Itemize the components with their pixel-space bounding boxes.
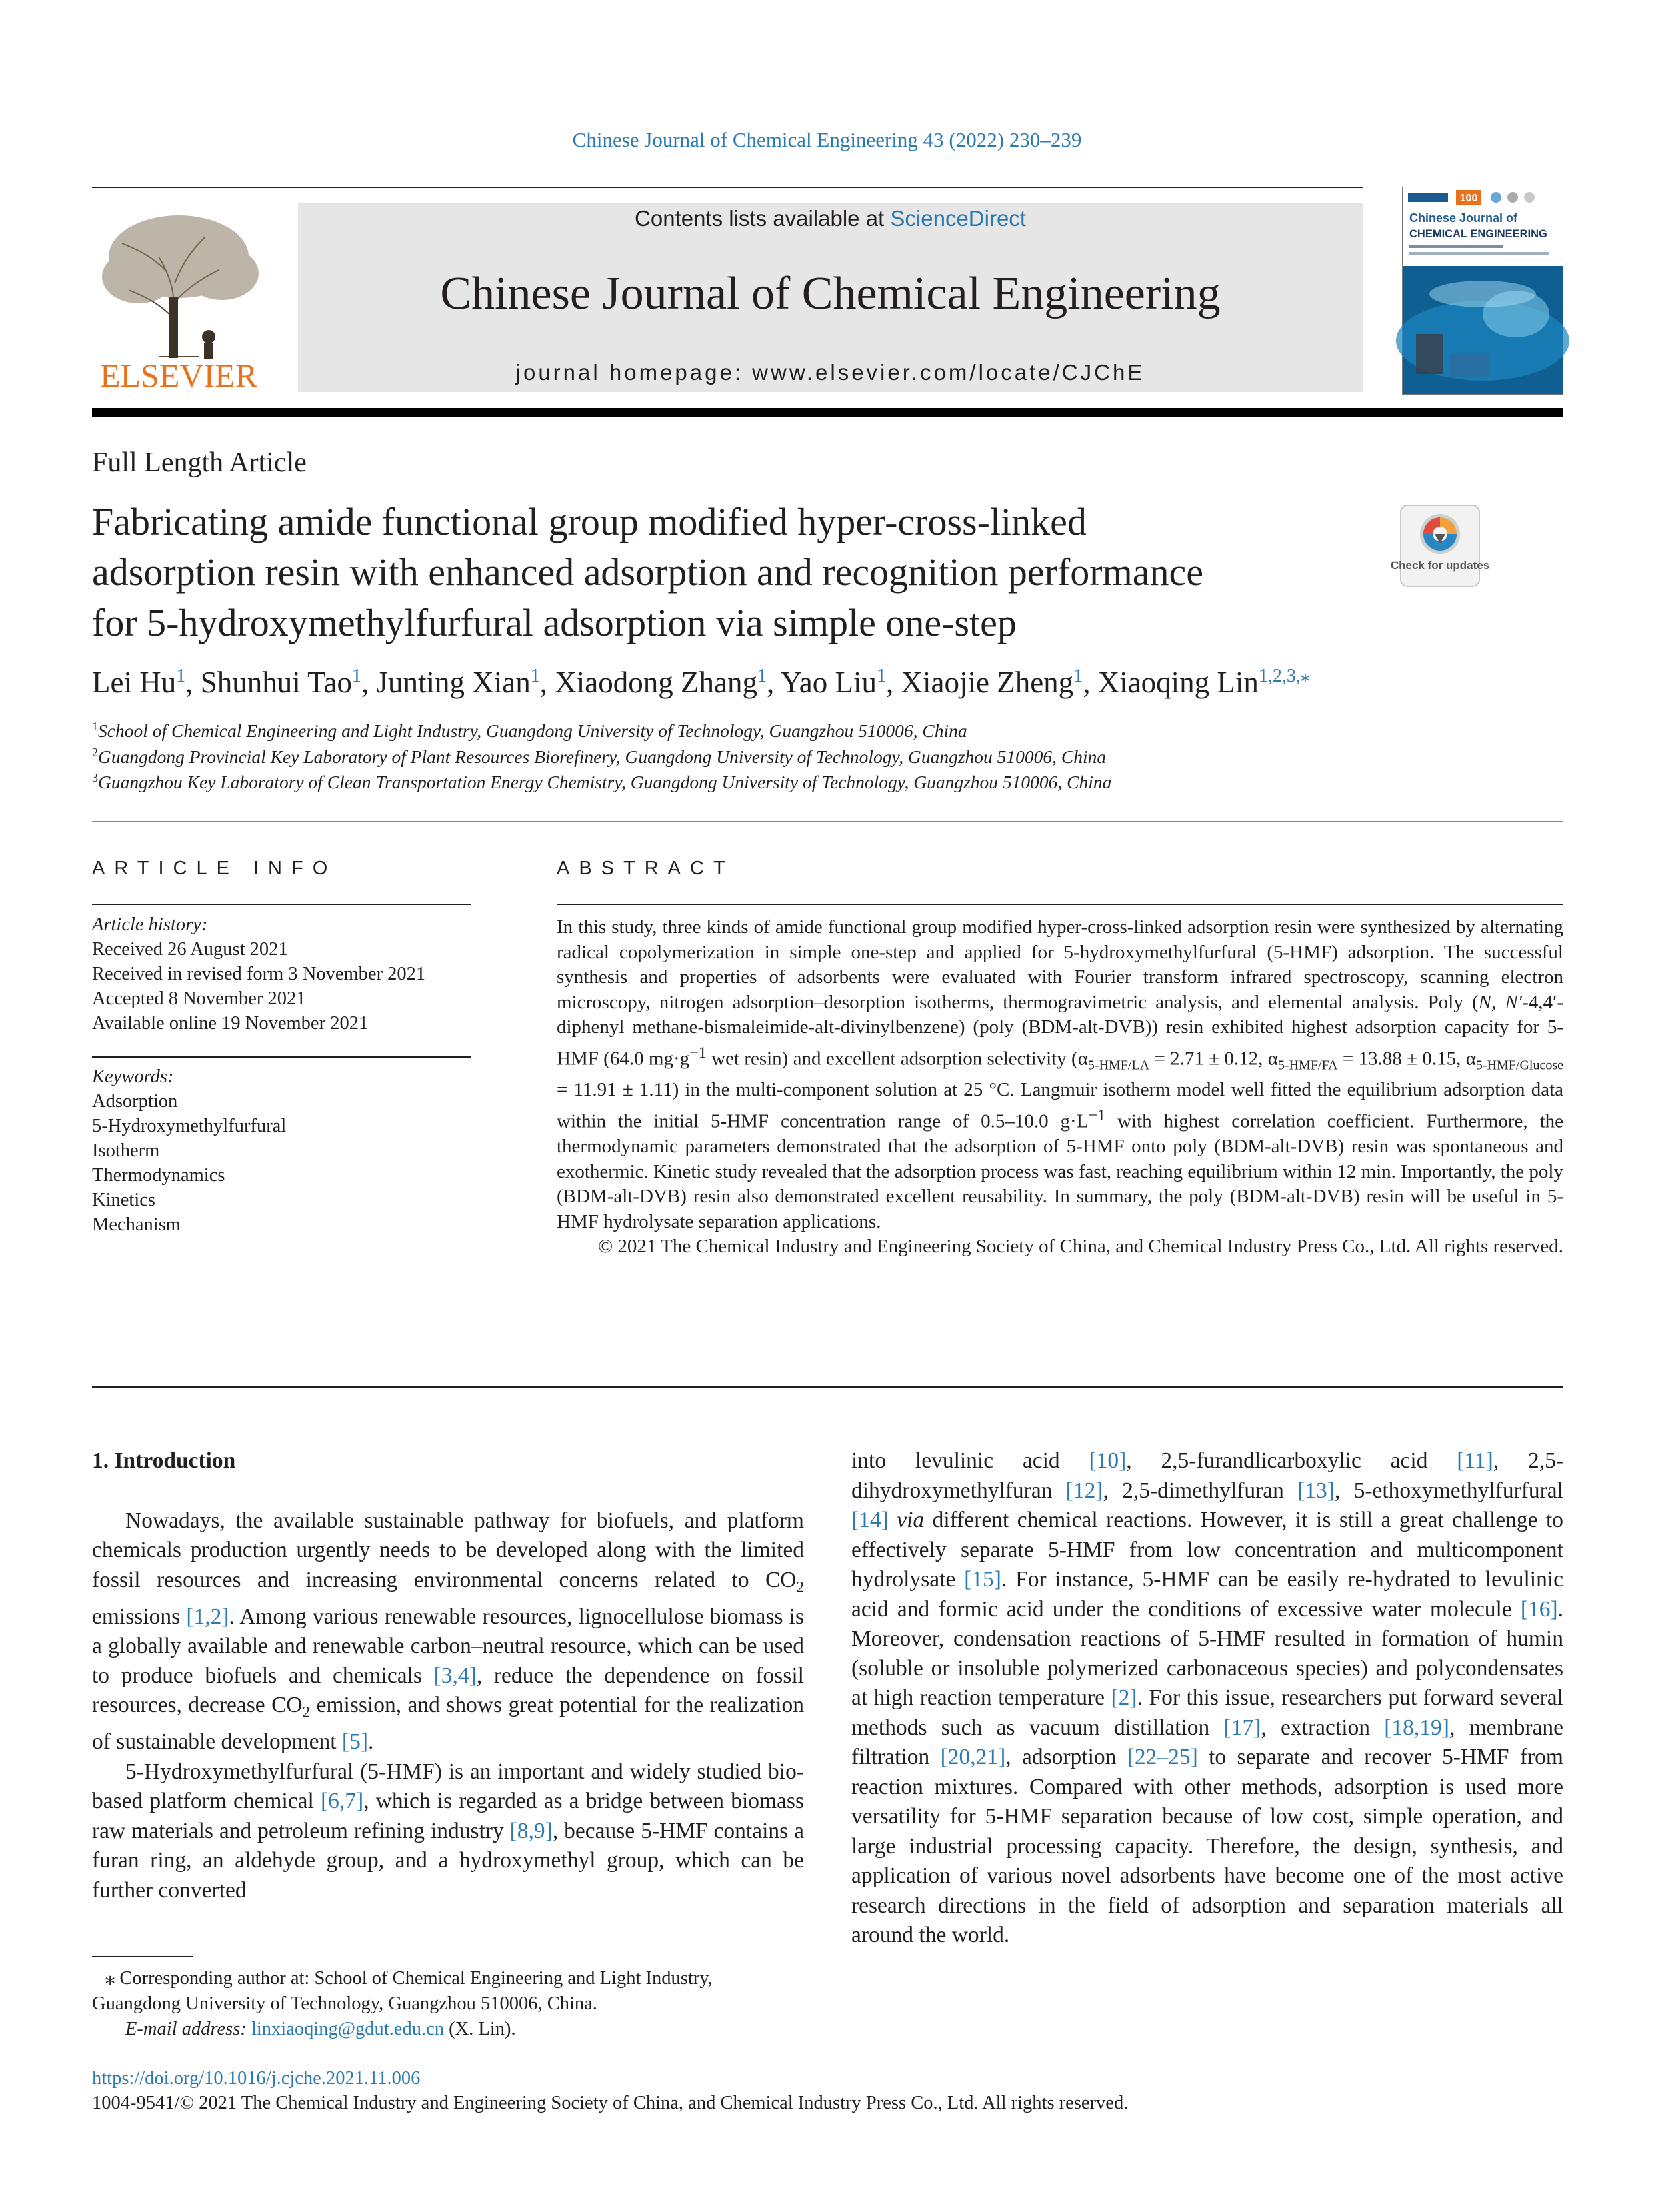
divider xyxy=(557,904,1563,905)
cover-title-2: CHEMICAL ENGINEERING xyxy=(1409,228,1547,240)
abstract-text xyxy=(557,915,1563,1260)
author-name: Shunhui Tao xyxy=(200,666,353,699)
article-info-heading: ARTICLE INFO xyxy=(92,858,337,879)
issn-copyright-line: 1004-9541/© 2021 The Chemical Industry and Engineering Society of China, and Chemical Industry Press Co., Ltd. All rights reserved. xyxy=(92,2093,1129,2113)
doi-link[interactable]: https://doi.org/10.1016/j.cjche.2021.11.006 xyxy=(92,2068,421,2089)
body-paragraph: into levulinic acid [10], 2,5-furandlicarboxylic acid [11], 2,5-dihydroxymethylfuran [12], 2,5-dimethylfuran [13], 5-ethoxymethylfurfural [14] via different chemical reactions. However, it is still a great challenge to effectively separate 5-HMF from low concentration and multicomponent hydrolysate [15]. For instance, 5-HMF can be easily re-hydrated to levulinic acid and formic acid under the conditions of excessive water molecule [16]. Moreover, condensation reactions of 5-HMF resulted in formation of humin (soluble or insoluble polymerized carbonaceous species) and polycondensates at high reaction temperature [2]. For this issue, researchers put forward several methods such as vacuum distillation [17], extraction [18,19], membrane filtration [20,21], adsorption [22–25] to separate and recover 5-HMF from reaction mixtures. Compared with other methods, adsorption is used more versatility for 5-HMF separation because of low cost, simple operation, and large industrial processing capacity. Therefore, the design, synthesis, and application of various novel adsorbents have become one of the most active research directions in the field of adsorption and separation materials all around the world. xyxy=(851,1448,1564,1947)
journal-masthead xyxy=(298,203,1363,392)
citation-link[interactable]: [5] xyxy=(341,1729,368,1755)
divider xyxy=(92,821,1563,822)
keywords xyxy=(92,1064,492,1237)
affiliation-number: 1 xyxy=(92,720,98,733)
author-affiliation-ref[interactable]: 1 xyxy=(877,666,887,686)
citation-link[interactable]: [15] xyxy=(964,1567,1001,1592)
citation-link[interactable]: [3,4] xyxy=(433,1663,477,1688)
email-link[interactable]: linxiaoqing@gdut.edu.cn xyxy=(251,2019,444,2039)
citation-link[interactable]: [14] xyxy=(851,1508,889,1532)
keyword: Kinetics xyxy=(92,1190,155,1210)
footnote-text: ⁎ Corresponding author at: School of Chemical Engineering and Light Industry, Guangdong University of Technology, Guangzhou 510006, China. xyxy=(92,1968,713,2014)
title-line: Fabricating amide functional group modified hyper-cross-linked xyxy=(92,500,1087,543)
abstract-heading: ABSTRACT xyxy=(557,858,735,879)
author-affiliation-ref[interactable]: 1 xyxy=(757,666,767,686)
sciencedirect-link[interactable]: ScienceDirect xyxy=(890,206,1026,231)
keyword: Mechanism xyxy=(92,1214,181,1235)
citation-link[interactable]: [6,7] xyxy=(321,1789,364,1814)
author-name: Yao Liu xyxy=(780,666,877,699)
citation-link[interactable]: [8,9] xyxy=(509,1818,553,1843)
article-history xyxy=(92,912,492,1036)
citation-link[interactable]: [16] xyxy=(1520,1596,1558,1622)
author-affiliation-ref[interactable]: 1,2,3,⁎ xyxy=(1258,666,1310,686)
journal-citation[interactable]: Chinese Journal of Chemical Engineering 43 (2022) 230–239 xyxy=(572,128,1082,151)
article-title xyxy=(92,497,1399,648)
keyword: Thermodynamics xyxy=(92,1165,225,1186)
citation-link[interactable]: [10] xyxy=(1089,1448,1127,1473)
citation-link[interactable]: [1,2] xyxy=(186,1604,229,1629)
affiliation-text: School of Chemical Engineering and Light Industry, Guangdong University of Technology, Guangzhou 510006, China xyxy=(98,720,967,742)
body-paragraph: Nowadays, the available sustainable pathway for biofuels, and platform chemicals production urgently needs to be developed along with the limited fossil resources and increasing environmental concerns related to $CO_2$ emissions [1,2]. Among various renewable resources, lignocellulose biomass is a globally available and renewable carbon–neutral resource, which can be used to produce biofuels and chemicals [3,4], reduce the dependence on fossil resources, decrease $CO_2$ emission, and shows great potential for the realization of sustainable development [5]. xyxy=(92,1508,805,1755)
intro-left-column xyxy=(92,1446,804,1905)
author-affiliation-ref[interactable]: 1 xyxy=(352,666,362,686)
affiliation xyxy=(92,720,967,742)
masthead-thick-rule xyxy=(92,408,1563,417)
journal-cover-thumbnail[interactable] xyxy=(1402,187,1563,395)
crossmark-label: Check for updates xyxy=(1390,559,1490,572)
citation-link[interactable]: [13] xyxy=(1297,1478,1335,1503)
corresponding-author-footnote xyxy=(92,1966,805,2042)
author-affiliation-ref[interactable]: 1 xyxy=(1073,666,1083,686)
intro-right-column xyxy=(851,1446,1563,1951)
author-name: Xiaodong Zhang xyxy=(555,666,757,699)
citation-link[interactable]: [22–25] xyxy=(1127,1745,1198,1769)
abstract-paragraph: In this study, three kinds of amide functional group modified hyper-cross-linked adsorption resin were synthesized by alternating radical copolymerization in simple one-step and applied for 5-hydroxymethylfurfural (5-HMF) adsorption. The successful synthesis and properties of adsorbents were evaluated with Fourier transform infrared spectroscopy, scanning electron microscopy, nitrogen adsorption–desorption isotherms, thermogravimetric analysis, and elemental analysis. Poly (N, N′-4,4′-diphenyl methane-bismaleimide-alt-divinylbenzene) (poly (BDM-alt-DVB)) resin exhibited highest adsorption capacity for 5-HMF (64.0 $mg\cdot g^{-1}$ wet resin) and excellent adsorption selectivity ($\alpha_{5-HMF/LA} = 2.71 \pm 0.12$, $\alpha_{5-HMF/FA} = 13.88 \pm 0.15$, $\alpha_{5-HMF/Glucose} = 11.91 \pm 1.11$) in the multi-component solution at 25 °C. Langmuir isotherm model well fitted the equilibrium adsorption data within the initial 5-HMF concentration range of 0.5–10.0 $g\cdot L^{-1}$ with highest correlation coefficient. Furthermore, the thermodynamic parameters demonstrated that the adsorption of 5-HMF onto poly (BDM-alt-DVB) resin was spontaneous and exothermic. Kinetic study revealed that the adsorption process was fast, reaching equilibrium within 12 min. Importantly, the poly (BDM-alt-DVB) resin also demonstrated excellent reusability. In summary, the poly (BDM-alt-DVB) resin will be useful in 5-HMF hydrolysate separation applications. xyxy=(557,916,1564,1232)
title-line: adsorption resin with enhanced adsorption and recognition performance xyxy=(92,551,1203,594)
journal-title: Chinese Journal of Chemical Engineering xyxy=(440,268,1221,319)
history-item: Received in revised form 3 November 2021 xyxy=(92,964,426,984)
author-name: Junting Xian xyxy=(376,666,531,699)
elsevier-tree-icon xyxy=(92,203,265,392)
citation-link[interactable]: [12] xyxy=(1065,1478,1103,1503)
affiliation xyxy=(92,746,1106,768)
divider xyxy=(92,1386,1563,1388)
elsevier-logo xyxy=(92,203,265,392)
author-affiliation-ref[interactable]: 1 xyxy=(530,666,540,686)
history-label: Article history: xyxy=(92,914,208,935)
footnote-rule xyxy=(92,1956,193,1957)
title-line: for 5-hydroxymethylfurfural adsorption via simple one-step xyxy=(92,601,1017,644)
affiliation-text: Guangzhou Key Laboratory of Clean Transportation Energy Chemistry, Guangdong University of Technology, Guangzhou 510006, China xyxy=(98,772,1112,793)
divider xyxy=(92,904,471,905)
cover-title-1: Chinese Journal of xyxy=(1409,211,1518,225)
section-heading: 1. Introduction xyxy=(92,1448,236,1473)
footnote-email: E-mail address: linxiaoqing@gdut.edu.cn (X. Lin). xyxy=(125,2019,516,2039)
citation-link[interactable]: [17] xyxy=(1223,1715,1261,1740)
citation-link[interactable]: [11] xyxy=(1457,1448,1493,1473)
citation-link[interactable]: [20,21] xyxy=(940,1745,1006,1769)
contents-prefix: Contents lists available at xyxy=(635,206,891,231)
author-name: Lei Hu xyxy=(92,666,177,699)
author-name: Xiaojie Zheng xyxy=(901,666,1074,699)
affiliation-number: 2 xyxy=(92,746,98,759)
author-affiliation-ref[interactable]: 1 xyxy=(176,666,186,686)
abstract-copyright: © 2021 The Chemical Industry and Engineering Society of China, and Chemical Industry Press Co., Ltd. All rights reserved. xyxy=(598,1236,1563,1258)
contents-line xyxy=(298,206,1363,231)
keyword: 5-Hydroxymethylfurfural xyxy=(92,1116,287,1136)
citation-link[interactable]: [18,19] xyxy=(1384,1715,1449,1740)
divider xyxy=(92,1056,471,1058)
history-item: Available online 19 November 2021 xyxy=(92,1013,369,1034)
author-name: Xiaoqing Lin xyxy=(1097,666,1259,699)
keyword: Adsorption xyxy=(92,1091,178,1112)
history-item: Accepted 8 November 2021 xyxy=(92,988,306,1009)
header-rule xyxy=(92,187,1363,188)
check-for-updates-button[interactable] xyxy=(1390,505,1490,587)
elsevier-wordmark: ELSEVIER xyxy=(99,357,258,394)
keyword: Isotherm xyxy=(92,1140,160,1161)
affiliation-text: Guangdong Provincial Key Laboratory of Plant Resources Biorefinery, Guangdong University of Technology, Guangzhou 510006, China xyxy=(98,746,1107,768)
affiliation-number: 3 xyxy=(92,771,98,784)
journal-homepage-link[interactable]: journal homepage: www.elsevier.com/locate/CJChE xyxy=(515,360,1145,385)
body-paragraph: 5-Hydroxymethylfurfural (5-HMF) is an important and widely studied bio-based platform chemical [6,7], which is regarded as a bridge between biomass raw materials and petroleum refining industry [8,9], because 5-HMF contains a furan ring, an aldehyde group, and a hydroxymethyl group, which can be further converted xyxy=(92,1759,805,1903)
article-type: Full Length Article xyxy=(92,447,307,478)
cover-badge: 100 xyxy=(1459,193,1478,204)
crossmark-icon xyxy=(1390,505,1490,587)
keywords-label: Keywords: xyxy=(92,1066,174,1087)
citation-link[interactable]: [2] xyxy=(1111,1685,1137,1710)
author-list: Lei Hu$^1$, Shunhui Tao$^1$, Junting Xian$^1$, Xiaodong Zhang$^1$, Yao Liu$^1$, Xiaojie Zheng$^1$, Xiaoqing Lin$^{1,2,3,⁎}$ xyxy=(92,666,1310,699)
history-item: Received 26 August 2021 xyxy=(92,939,288,960)
affiliation xyxy=(92,771,1111,793)
